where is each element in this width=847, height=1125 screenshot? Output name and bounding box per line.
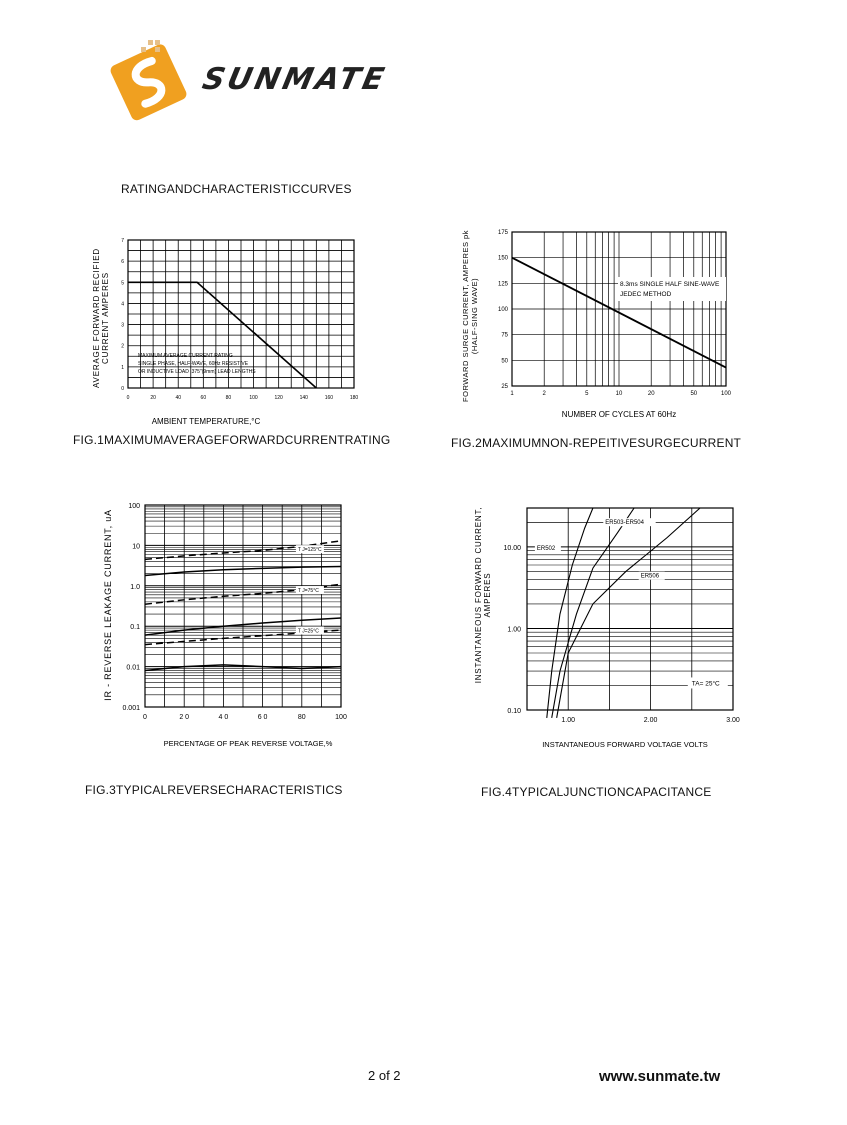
fig1-x-tick-label: 100 (249, 395, 258, 401)
fig4-ylabel-2: AMPERES (483, 572, 492, 618)
fig3-x-tick-label: 6 0 (257, 714, 268, 721)
fig4-y-tick-label: 0.10 (507, 708, 521, 715)
fig3-y-tick-label: 1.0 (130, 583, 140, 591)
fig3-y-tick-label: 100 (128, 503, 140, 510)
fig4-series-line (552, 508, 634, 718)
fig4-caption: FIG.4TYPICALJUNCTIONCAPACITANCE (481, 785, 712, 799)
fig1-x-tick-label: 0 (126, 395, 130, 401)
fig3-chart (98, 495, 398, 755)
website-link[interactable]: www.sunmate.tw (599, 1068, 721, 1085)
fig3-x-tick-label: 2 0 (179, 714, 190, 721)
fig2-annotation-1: 8.3ms SINGLE HALF SINE-WAVE (620, 281, 720, 288)
fig2-y-tick-label: 25 (501, 384, 508, 390)
fig1-annotation-2: SINGLE PHASE, HALF-WAVE, 60Hz RESISTIVE (138, 361, 249, 367)
fig3-x-tick-label: 100 (335, 714, 347, 721)
fig2-x-tick-label: 5 (585, 391, 589, 397)
fig2-annotation-2: JEDEC METHOD (620, 291, 672, 298)
fig1-ylabel-1: AVERAGE FORWARD RECIFIED (92, 248, 101, 388)
fig2-y-tick-label: 75 (501, 332, 508, 339)
logo-mark-icon (108, 38, 190, 124)
fig1-x-tick-label: 20 (150, 395, 156, 401)
fig2-chart (460, 220, 760, 450)
fig4-ylabel-1: INSTANTANEOUS FORWARD CURRENT, (474, 506, 483, 684)
fig2-y-tick-label: 175 (497, 230, 508, 236)
fig2-x-tick-label: 100 (720, 391, 732, 397)
fig1-x-tick-label: 80 (225, 395, 232, 401)
fig2-caption: FIG.2MAXIMUMNON-REPEITIVESURGECURRENT (451, 436, 742, 450)
fig1-caption: FIG.1MAXIMUMAVERAGEFORWARDCURRENTRATING (73, 433, 391, 447)
fig4-series-line (557, 508, 700, 718)
fig3-series-label: T J=25°C (297, 628, 319, 635)
fig4-x-tick-label: 1.00 (561, 717, 576, 724)
fig1-y-tick-label: 2 (121, 343, 124, 350)
fig3-x-tick-label: 0 (143, 714, 147, 721)
fig1-x-tick-label: 140 (299, 395, 308, 401)
fig2-ylabel-1: FORWARD SURGE CURRENT, AMPERES pk (461, 230, 470, 402)
fig1-y-tick-label: 4 (121, 301, 124, 308)
fig3-caption: FIG.3TYPICALREVERSECHARACTERISTICS (85, 783, 343, 797)
fig1-y-tick-label: 7 (121, 238, 124, 244)
fig2-y-tick-label: 125 (497, 281, 508, 288)
fig2-ylabel-2: (HALF-SING WAVE) (470, 277, 479, 355)
fig2-x-tick-label: 10 (615, 391, 623, 397)
fig4-xlabel: INSTANTANEOUS FORWARD VOLTAGE VOLTS (542, 740, 708, 749)
fig4-series-label: ER506 (640, 573, 660, 580)
fig1-annotation-3: OR INDUCTIVE LOAD .375"(9mm) LEAD LENGTHS (138, 369, 256, 375)
fig2-y-tick-label: 50 (501, 358, 508, 365)
fig1-x-tick-label: 160 (324, 395, 334, 401)
fig3-series-label: T J=75°C (297, 588, 319, 595)
page-heading: RATINGANDCHARACTERISTICCURVES (121, 182, 352, 196)
fig3-xlabel: PERCENTAGE OF PEAK REVERSE VOLTAGE,% (163, 739, 333, 748)
fig2-xlabel: NUMBER OF CYCLES AT 60Hz (561, 410, 677, 419)
fig1-y-tick-label: 3 (121, 322, 124, 329)
fig3-y-tick-label: 0.01 (126, 664, 140, 672)
fig2-x-tick-label: 20 (647, 391, 655, 397)
fig3-x-tick-label: 4 0 (218, 714, 229, 721)
fig4-y-tick-label: 10.00 (503, 544, 521, 552)
fig4-series-label: ER503-ER504 (605, 520, 644, 527)
fig4-y-tick-label: 1.00 (507, 626, 521, 634)
fig2-x-tick-label: 2 (542, 391, 546, 397)
fig4-x-tick-label: 2.00 (643, 717, 658, 724)
fig4-x-tick-label: 3.00 (726, 717, 740, 724)
fig2-y-tick-label: 150 (497, 255, 508, 262)
fig1-xlabel: AMBIENT TEMPERATURE,°C (151, 417, 261, 426)
fig1-x-tick-label: 60 (200, 395, 207, 401)
fig3-series-label: T J=125°C (297, 547, 322, 554)
fig4-series-line (547, 508, 593, 718)
fig1-x-tick-label: 120 (274, 395, 283, 401)
brand-name: SUNMATE (199, 62, 390, 97)
page-number: 2 of 2 (368, 1068, 401, 1083)
fig2-x-tick-label: 1 (510, 391, 514, 397)
fig4-series-label: ER502 (536, 545, 556, 552)
fig3-x-tick-label: 80 (297, 714, 306, 721)
fig1-ylabel-2: CURRENT AMPERES (101, 272, 110, 364)
fig1-y-tick-label: 0 (121, 386, 124, 392)
fig4-note: TA= 25°C (691, 680, 720, 688)
fig1-x-tick-label: 180 (349, 395, 359, 401)
fig1-chart (86, 228, 386, 458)
fig1-y-tick-label: 5 (121, 280, 124, 287)
fig3-y-tick-label: 0.1 (130, 624, 140, 632)
logo (108, 38, 390, 128)
fig4-chart (460, 495, 760, 755)
fig3-ylabel: IR - REVERSE LEAKAGE CURRENT, uA (103, 509, 113, 701)
fig1-x-tick-label: 40 (175, 395, 182, 401)
fig3-y-tick-label: 0.001 (122, 705, 140, 712)
fig1-annotation-1: MAXIMUM AVERAGE CURRENT RATING (138, 353, 233, 359)
fig1-y-tick-label: 6 (121, 259, 124, 266)
fig1-y-tick-label: 1 (121, 364, 124, 371)
fig2-x-tick-label: 50 (690, 391, 698, 397)
fig3-y-tick-label: 10 (132, 543, 140, 551)
fig2-y-tick-label: 100 (497, 307, 508, 313)
